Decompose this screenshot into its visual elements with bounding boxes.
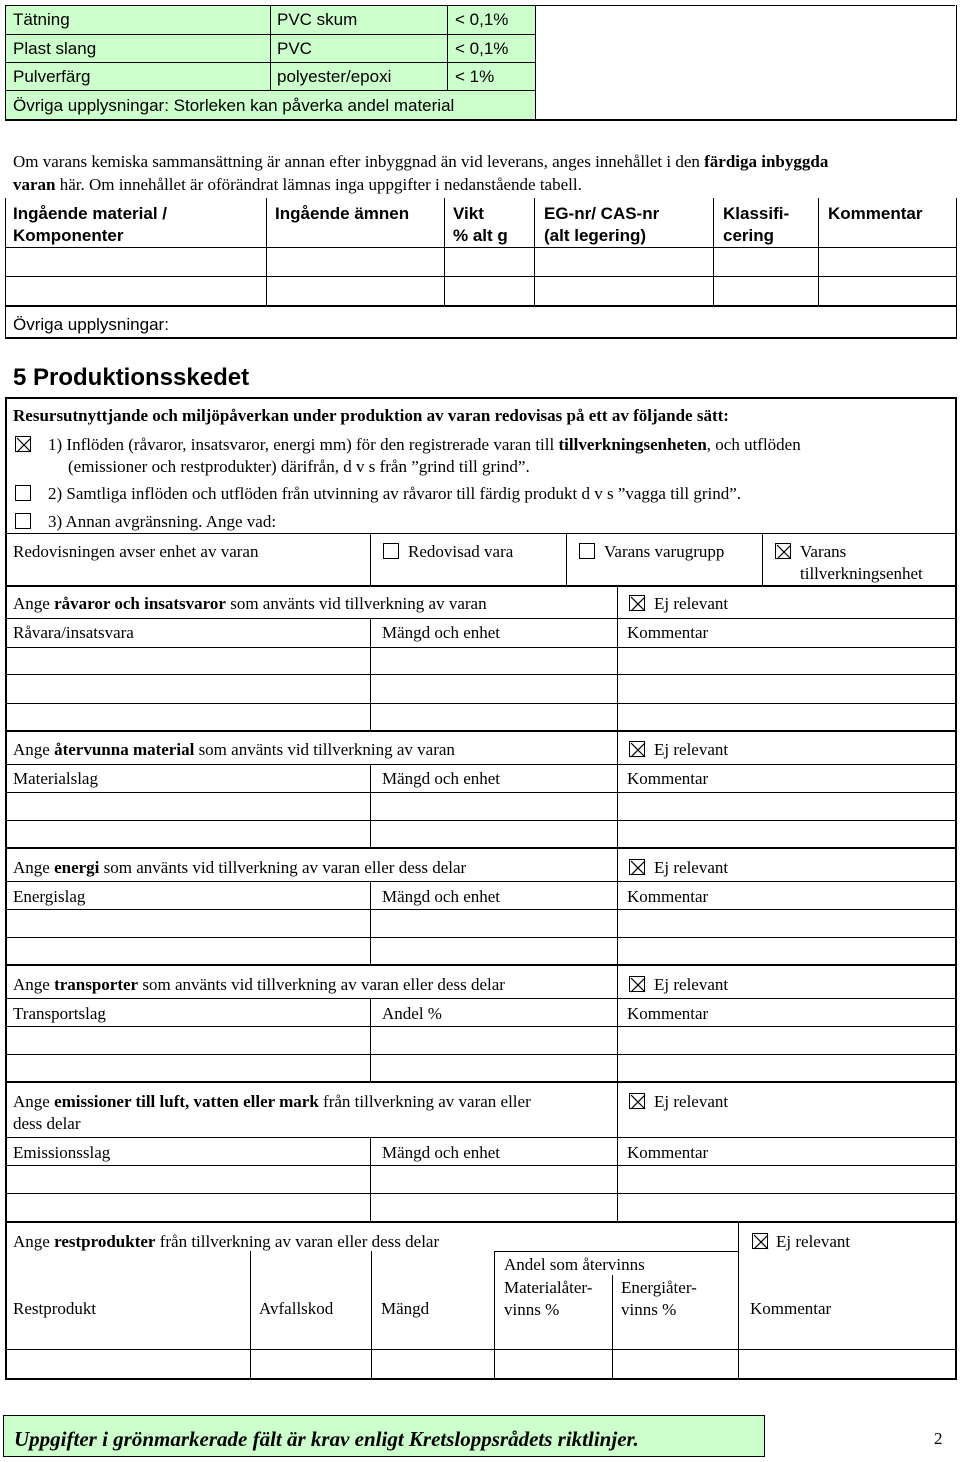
not-relevant-label: Ej relevant (776, 1232, 851, 1251)
not-relevant-label: Ej relevant (654, 594, 729, 613)
header-classification: Klassifi- (723, 204, 790, 223)
unit-option-label: Varans varugrupp (604, 542, 725, 561)
energy-prompt: Ange energi som använts vid tillverkning av varan eller dess delar (13, 858, 467, 877)
header-weight: % alt g (453, 226, 508, 245)
header-ec-cas: EG-nr/ CAS-nr (544, 204, 660, 223)
column-header: Energiåter- (621, 1278, 697, 1297)
unit-option-checkbox[interactable] (579, 543, 595, 559)
checkmark-x-icon (630, 596, 646, 612)
column-header: Restprodukt (13, 1299, 97, 1318)
column-header: Kommentar (750, 1299, 832, 1318)
residual-prompt: Ange restprodukter från tillverkning av varan eller dess delar (13, 1232, 440, 1251)
option-2-checkbox[interactable] (15, 485, 31, 501)
column-header: Råvara/insatsvara (13, 623, 134, 642)
other-info: Övriga upplysningar: Storleken kan påverka andel material (13, 96, 455, 115)
column-header: Transportslag (13, 1004, 106, 1023)
checkmark-x-icon (630, 860, 646, 876)
intro-line-1: Om varans kemiska sammansättning är annan efter inbyggnad än vid leverans, anges innehållet i den färdiga inbyggda (13, 152, 829, 171)
checkmark-x-icon (630, 1094, 646, 1110)
column-header: Kommentar (627, 1143, 709, 1162)
checkmark-x-icon (753, 1234, 769, 1250)
unit-option-checkbox[interactable] (775, 543, 791, 559)
not-relevant-label: Ej relevant (654, 858, 729, 877)
column-header: vinns % (504, 1300, 560, 1319)
column-header: Mängd (381, 1299, 430, 1318)
row-material: PVC (277, 39, 312, 58)
unit-option-label: tillverkningsenhet (800, 564, 923, 583)
checkmark-x-icon (776, 544, 792, 560)
row-name: Pulverfärg (13, 67, 91, 86)
header-weight: Vikt (453, 204, 484, 223)
unit-label: Redovisningen avser enhet av varan (13, 542, 259, 561)
transport-prompt: Ange transporter som använts vid tillverkning av varan eller dess delar (13, 975, 505, 994)
column-header: Mängd och enhet (382, 1143, 501, 1162)
section-lead: Resursutnyttjande och miljöpåverkan under produktion av varan redovisas på ett av följande sätt: (13, 406, 729, 425)
unit-option-checkbox[interactable] (383, 543, 399, 559)
row-share: < 0,1% (455, 10, 509, 29)
row-material: PVC skum (277, 10, 358, 29)
intro-line-2: varan här. Om innehållet är oförändrat lämnas inga uppgifter i nedanstående tabell. (13, 175, 582, 194)
header-substances: Ingående ämnen (275, 204, 410, 223)
header-material: Komponenter (13, 226, 124, 245)
header-material: Ingående material / (13, 204, 167, 223)
row-share: < 0,1% (455, 39, 509, 58)
unit-option-label: Varans (800, 542, 847, 561)
footer-note: Uppgifter i grönmarkerade fält är krav enligt Kretsloppsrådets riktlinjer. (14, 1427, 639, 1451)
emissions-prompt: Ange emissioner till luft, vatten eller mark från tillverkning av varan eller (13, 1092, 531, 1111)
column-header: Materialslag (13, 769, 98, 788)
column-header: Kommentar (627, 623, 709, 642)
other-info: Övriga upplysningar: (13, 315, 169, 334)
not-relevant-checkbox[interactable] (629, 859, 645, 875)
header-comment: Kommentar (828, 204, 923, 223)
option-3-label: 3) Annan avgränsning. Ange vad: (48, 512, 277, 531)
not-relevant-checkbox[interactable] (629, 741, 645, 757)
column-header: Emissionsslag (13, 1143, 111, 1162)
option-1-label: 1) Inflöden (råvaror, insatsvaror, energi mm) för den registrerade varan till tillverkningsenheten, och utflöden (48, 435, 801, 454)
share-recycled-header: Andel som återvinns (504, 1255, 645, 1274)
not-relevant-label: Ej relevant (654, 1092, 729, 1111)
column-header: Mängd och enhet (382, 623, 501, 642)
option-1-checkbox[interactable] (15, 436, 31, 452)
option-1-label: (emissioner och restprodukter) därifrån, d v s från ”grind till grind”. (68, 457, 530, 476)
not-relevant-label: Ej relevant (654, 740, 729, 759)
column-header: Energislag (13, 887, 86, 906)
column-header: Andel % (382, 1004, 442, 1023)
not-relevant-checkbox[interactable] (629, 595, 645, 611)
column-header: Mängd och enhet (382, 769, 501, 788)
option-3-checkbox[interactable] (15, 513, 31, 529)
column-header: Avfallskod (259, 1299, 334, 1318)
header-classification: cering (723, 226, 775, 245)
row-name: Plast slang (13, 39, 97, 58)
checkmark-x-icon (630, 977, 646, 993)
page-number: 2 (934, 1429, 943, 1448)
column-header: Kommentar (627, 1004, 709, 1023)
not-relevant-checkbox[interactable] (629, 1093, 645, 1109)
column-header: Mängd och enhet (382, 887, 501, 906)
section-title: 5 Produktionsskedet (13, 364, 250, 391)
column-header: Materialåter- (504, 1278, 593, 1297)
not-relevant-checkbox[interactable] (629, 976, 645, 992)
row-name: Tätning (13, 10, 70, 29)
not-relevant-checkbox[interactable] (752, 1233, 768, 1249)
checkmark-x-icon (630, 742, 646, 758)
option-2-label: 2) Samtliga inflöden och utflöden från utvinning av råvaror till färdig produkt d v s ”vagga till grind”. (48, 484, 742, 503)
column-header: vinns % (621, 1300, 677, 1319)
row-material: polyester/epoxi (277, 67, 392, 86)
not-relevant-label: Ej relevant (654, 975, 729, 994)
column-header: Kommentar (627, 769, 709, 788)
unit-option-label: Redovisad vara (408, 542, 514, 561)
checkmark-x-icon (16, 437, 32, 453)
header-ec-cas: (alt legering) (544, 226, 647, 245)
raw-prompt: Ange råvaror och insatsvaror som använts vid tillverkning av varan (13, 594, 487, 613)
column-header: Kommentar (627, 887, 709, 906)
emissions-prompt: dess delar (13, 1114, 81, 1133)
recycled-prompt: Ange återvunna material som använts vid tillverkning av varan (13, 740, 455, 759)
row-share: < 1% (455, 67, 495, 86)
